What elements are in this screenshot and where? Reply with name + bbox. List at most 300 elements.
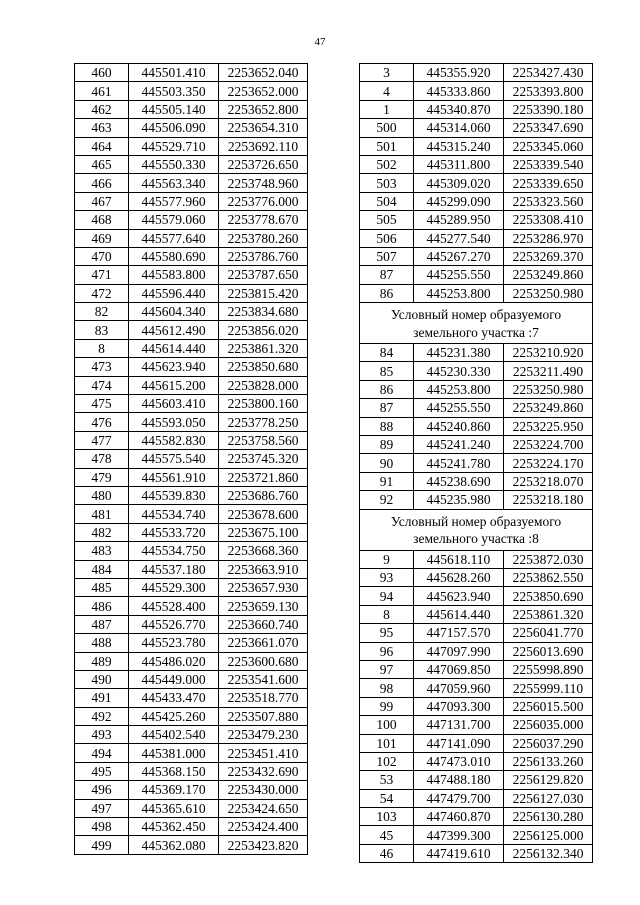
x-coordinate-cell: 445425.260 <box>129 707 219 725</box>
table-row <box>75 229 308 247</box>
point-number-cell: 460 <box>75 64 129 82</box>
y-coordinate-cell: 2253323.560 <box>504 192 593 210</box>
table-row <box>75 726 308 744</box>
point-number-cell: 86 <box>360 380 414 398</box>
y-coordinate-cell: 2256133.260 <box>504 752 593 770</box>
y-coordinate-cell: 2253661.070 <box>219 634 308 652</box>
y-coordinate-cell: 2253776.000 <box>219 192 308 210</box>
table-row <box>360 771 593 789</box>
y-coordinate-cell: 2253815.420 <box>219 284 308 302</box>
y-coordinate-cell: 2256041.770 <box>504 624 593 642</box>
point-number-cell: 485 <box>75 578 129 596</box>
y-coordinate-cell: 2255999.110 <box>504 679 593 697</box>
y-coordinate-cell: 2253479.230 <box>219 726 308 744</box>
table-row <box>75 247 308 265</box>
table-row <box>360 454 593 472</box>
y-coordinate-cell: 2253286.970 <box>504 229 593 247</box>
table-row <box>75 155 308 173</box>
y-coordinate-cell: 2253856.020 <box>219 321 308 339</box>
point-number-cell: 497 <box>75 799 129 817</box>
y-coordinate-cell: 2253211.490 <box>504 362 593 380</box>
x-coordinate-cell: 445534.750 <box>129 542 219 560</box>
y-coordinate-cell: 2253663.910 <box>219 560 308 578</box>
y-coordinate-cell: 2256125.000 <box>504 826 593 844</box>
table-row <box>360 229 593 247</box>
table-row <box>360 472 593 490</box>
point-number-cell: 474 <box>75 376 129 394</box>
table-row <box>75 174 308 192</box>
table-row <box>75 413 308 431</box>
point-number-cell: 477 <box>75 431 129 449</box>
x-coordinate-cell: 445529.300 <box>129 578 219 596</box>
point-number-cell: 461 <box>75 82 129 100</box>
x-coordinate-cell: 445277.540 <box>414 229 504 247</box>
y-coordinate-cell: 2256037.290 <box>504 734 593 752</box>
table-row <box>75 597 308 615</box>
y-coordinate-cell: 2253678.600 <box>219 505 308 523</box>
x-coordinate-cell: 445505.140 <box>129 100 219 118</box>
point-number-cell: 83 <box>75 321 129 339</box>
table-row <box>360 642 593 660</box>
table-row <box>75 486 308 504</box>
point-number-cell: 483 <box>75 542 129 560</box>
point-number-cell: 3 <box>360 64 414 82</box>
y-coordinate-cell: 2253657.930 <box>219 578 308 596</box>
y-coordinate-cell: 2253393.800 <box>504 82 593 100</box>
x-coordinate-cell: 445299.090 <box>414 192 504 210</box>
point-number-cell: 472 <box>75 284 129 302</box>
table-row <box>360 155 593 173</box>
table-row <box>360 808 593 826</box>
y-coordinate-cell: 2253686.760 <box>219 486 308 504</box>
table-row <box>360 266 593 284</box>
table-row <box>75 450 308 468</box>
y-coordinate-cell: 2253423.820 <box>219 836 308 854</box>
point-number-cell: 473 <box>75 358 129 376</box>
point-number-cell: 506 <box>360 229 414 247</box>
point-number-cell: 54 <box>360 789 414 807</box>
y-coordinate-cell: 2253339.650 <box>504 174 593 192</box>
table-row <box>75 707 308 725</box>
point-number-cell: 480 <box>75 486 129 504</box>
table-row <box>75 652 308 670</box>
x-coordinate-cell: 445528.400 <box>129 597 219 615</box>
x-coordinate-cell: 447399.300 <box>414 826 504 844</box>
point-number-cell: 465 <box>75 155 129 173</box>
point-number-cell: 489 <box>75 652 129 670</box>
table-row <box>360 284 593 302</box>
x-coordinate-cell: 445537.180 <box>129 560 219 578</box>
point-number-cell: 46 <box>360 844 414 862</box>
point-number-cell: 501 <box>360 137 414 155</box>
point-number-cell: 8 <box>75 339 129 357</box>
x-coordinate-cell: 445402.540 <box>129 726 219 744</box>
point-number-cell: 479 <box>75 468 129 486</box>
point-number-cell: 87 <box>360 266 414 284</box>
y-coordinate-cell: 2253828.000 <box>219 376 308 394</box>
table-row <box>360 362 593 380</box>
point-number-cell: 500 <box>360 119 414 137</box>
x-coordinate-cell: 447460.870 <box>414 808 504 826</box>
y-coordinate-cell: 2253308.410 <box>504 211 593 229</box>
point-number-cell: 469 <box>75 229 129 247</box>
y-coordinate-cell: 2255998.890 <box>504 660 593 678</box>
table-row <box>75 689 308 707</box>
x-coordinate-cell: 445596.440 <box>129 284 219 302</box>
point-number-cell: 53 <box>360 771 414 789</box>
table-row <box>75 781 308 799</box>
x-coordinate-cell: 445362.080 <box>129 836 219 854</box>
y-coordinate-cell: 2253721.860 <box>219 468 308 486</box>
table-row <box>75 836 308 854</box>
table-row <box>75 468 308 486</box>
point-number-cell: 467 <box>75 192 129 210</box>
x-coordinate-cell: 445340.870 <box>414 100 504 118</box>
section-header-row <box>360 509 593 550</box>
point-number-cell: 92 <box>360 491 414 509</box>
y-coordinate-cell: 2253652.000 <box>219 82 308 100</box>
point-number-cell: 8 <box>360 605 414 623</box>
y-coordinate-cell: 2253850.680 <box>219 358 308 376</box>
point-number-cell: 102 <box>360 752 414 770</box>
table-row <box>360 192 593 210</box>
y-coordinate-cell: 2253345.060 <box>504 137 593 155</box>
point-number-cell: 505 <box>360 211 414 229</box>
table-row <box>75 670 308 688</box>
y-coordinate-cell: 2253778.250 <box>219 413 308 431</box>
table-row <box>75 395 308 413</box>
table-row <box>360 605 593 623</box>
table-row <box>360 587 593 605</box>
section-title: Условный номер образуемого земельного участка :8 <box>360 509 593 550</box>
y-coordinate-cell: 2253861.320 <box>219 339 308 357</box>
point-number-cell: 492 <box>75 707 129 725</box>
table-row <box>75 542 308 560</box>
y-coordinate-cell: 2256130.280 <box>504 808 593 826</box>
point-number-cell: 98 <box>360 679 414 697</box>
x-coordinate-cell: 445362.450 <box>129 818 219 836</box>
page-number: 47 <box>314 36 326 48</box>
x-coordinate-cell: 445533.720 <box>129 523 219 541</box>
y-coordinate-cell: 2253726.650 <box>219 155 308 173</box>
y-coordinate-cell: 2253432.690 <box>219 762 308 780</box>
y-coordinate-cell: 2253224.700 <box>504 436 593 454</box>
x-coordinate-cell: 445315.240 <box>414 137 504 155</box>
y-coordinate-cell: 2253675.100 <box>219 523 308 541</box>
y-coordinate-cell: 2253249.860 <box>504 266 593 284</box>
x-coordinate-cell: 445583.800 <box>129 266 219 284</box>
point-number-cell: 504 <box>360 192 414 210</box>
x-coordinate-cell: 445449.000 <box>129 670 219 688</box>
table-row <box>75 762 308 780</box>
table-row <box>360 119 593 137</box>
y-coordinate-cell: 2253800.160 <box>219 395 308 413</box>
x-coordinate-cell: 445365.610 <box>129 799 219 817</box>
table-row <box>360 624 593 642</box>
y-coordinate-cell: 2253778.670 <box>219 211 308 229</box>
point-number-cell: 490 <box>75 670 129 688</box>
x-coordinate-cell: 445241.240 <box>414 436 504 454</box>
point-number-cell: 82 <box>75 303 129 321</box>
y-coordinate-cell: 2253249.860 <box>504 399 593 417</box>
y-coordinate-cell: 2253652.800 <box>219 100 308 118</box>
table-row <box>360 716 593 734</box>
coordinates-table-left <box>74 63 308 855</box>
x-coordinate-cell: 445529.710 <box>129 137 219 155</box>
x-coordinate-cell: 447473.010 <box>414 752 504 770</box>
y-coordinate-cell: 2253748.960 <box>219 174 308 192</box>
table-row <box>360 436 593 454</box>
y-coordinate-cell: 2256127.030 <box>504 789 593 807</box>
y-coordinate-cell: 2256132.340 <box>504 844 593 862</box>
point-number-cell: 482 <box>75 523 129 541</box>
point-number-cell: 464 <box>75 137 129 155</box>
x-coordinate-cell: 445612.490 <box>129 321 219 339</box>
table-row <box>75 505 308 523</box>
point-number-cell: 97 <box>360 660 414 678</box>
table-row <box>360 789 593 807</box>
y-coordinate-cell: 2253269.370 <box>504 247 593 265</box>
y-coordinate-cell: 2253654.310 <box>219 119 308 137</box>
x-coordinate-cell: 445240.860 <box>414 417 504 435</box>
point-number-cell: 466 <box>75 174 129 192</box>
y-coordinate-cell: 2253347.690 <box>504 119 593 137</box>
y-coordinate-cell: 2253659.130 <box>219 597 308 615</box>
x-coordinate-cell: 445238.690 <box>414 472 504 490</box>
point-number-cell: 89 <box>360 436 414 454</box>
point-number-cell: 96 <box>360 642 414 660</box>
x-coordinate-cell: 445381.000 <box>129 744 219 762</box>
y-coordinate-cell: 2253424.400 <box>219 818 308 836</box>
x-coordinate-cell: 447069.850 <box>414 660 504 678</box>
x-coordinate-cell: 445311.800 <box>414 155 504 173</box>
y-coordinate-cell: 2253390.180 <box>504 100 593 118</box>
x-coordinate-cell: 445253.800 <box>414 380 504 398</box>
point-number-cell: 491 <box>75 689 129 707</box>
point-number-cell: 503 <box>360 174 414 192</box>
y-coordinate-cell: 2253861.320 <box>504 605 593 623</box>
point-number-cell: 100 <box>360 716 414 734</box>
table-row <box>360 697 593 715</box>
x-coordinate-cell: 445526.770 <box>129 615 219 633</box>
x-coordinate-cell: 445253.800 <box>414 284 504 302</box>
x-coordinate-cell: 445230.330 <box>414 362 504 380</box>
point-number-cell: 488 <box>75 634 129 652</box>
point-number-cell: 502 <box>360 155 414 173</box>
point-number-cell: 496 <box>75 781 129 799</box>
x-coordinate-cell: 445561.910 <box>129 468 219 486</box>
x-coordinate-cell: 445523.780 <box>129 634 219 652</box>
point-number-cell: 101 <box>360 734 414 752</box>
y-coordinate-cell: 2256035.000 <box>504 716 593 734</box>
table-row <box>75 211 308 229</box>
y-coordinate-cell: 2253430.000 <box>219 781 308 799</box>
x-coordinate-cell: 445255.550 <box>414 266 504 284</box>
x-coordinate-cell: 445580.690 <box>129 247 219 265</box>
table-row <box>360 174 593 192</box>
point-number-cell: 486 <box>75 597 129 615</box>
y-coordinate-cell: 2256129.820 <box>504 771 593 789</box>
x-coordinate-cell: 447419.610 <box>414 844 504 862</box>
x-coordinate-cell: 445231.380 <box>414 344 504 362</box>
x-coordinate-cell: 445355.920 <box>414 64 504 82</box>
table-row <box>75 634 308 652</box>
table-row <box>75 818 308 836</box>
table-row <box>75 799 308 817</box>
table-row <box>360 137 593 155</box>
table-row <box>360 247 593 265</box>
x-coordinate-cell: 445309.020 <box>414 174 504 192</box>
x-coordinate-cell: 445333.860 <box>414 82 504 100</box>
y-coordinate-cell: 2253787.650 <box>219 266 308 284</box>
x-coordinate-cell: 445615.200 <box>129 376 219 394</box>
coordinates-table-right <box>359 63 593 863</box>
y-coordinate-cell: 2253758.560 <box>219 431 308 449</box>
table-row <box>360 491 593 509</box>
table-row <box>75 523 308 541</box>
point-number-cell: 487 <box>75 615 129 633</box>
x-coordinate-cell: 445582.830 <box>129 431 219 449</box>
x-coordinate-cell: 445235.980 <box>414 491 504 509</box>
y-coordinate-cell: 2253224.170 <box>504 454 593 472</box>
table-row <box>360 844 593 862</box>
x-coordinate-cell: 445550.330 <box>129 155 219 173</box>
x-coordinate-cell: 445593.050 <box>129 413 219 431</box>
table-row <box>360 734 593 752</box>
y-coordinate-cell: 2253780.260 <box>219 229 308 247</box>
table-row <box>360 399 593 417</box>
y-coordinate-cell: 2253507.880 <box>219 707 308 725</box>
table-row <box>75 266 308 284</box>
point-number-cell: 495 <box>75 762 129 780</box>
x-coordinate-cell: 447141.090 <box>414 734 504 752</box>
point-number-cell: 85 <box>360 362 414 380</box>
x-coordinate-cell: 445506.090 <box>129 119 219 137</box>
x-coordinate-cell: 445618.110 <box>414 550 504 568</box>
y-coordinate-cell: 2253862.550 <box>504 568 593 586</box>
point-number-cell: 463 <box>75 119 129 137</box>
point-number-cell: 94 <box>360 587 414 605</box>
x-coordinate-cell: 445628.260 <box>414 568 504 586</box>
table-row <box>360 679 593 697</box>
table-row <box>75 615 308 633</box>
y-coordinate-cell: 2253250.980 <box>504 284 593 302</box>
table-row <box>360 64 593 82</box>
y-coordinate-cell: 2253786.760 <box>219 247 308 265</box>
table-row <box>360 660 593 678</box>
table-row <box>75 137 308 155</box>
y-coordinate-cell: 2253660.740 <box>219 615 308 633</box>
y-coordinate-cell: 2253834.680 <box>219 303 308 321</box>
y-coordinate-cell: 2256013.690 <box>504 642 593 660</box>
table-row <box>360 752 593 770</box>
x-coordinate-cell: 447059.960 <box>414 679 504 697</box>
point-number-cell: 9 <box>360 550 414 568</box>
point-number-cell: 475 <box>75 395 129 413</box>
table-row <box>75 578 308 596</box>
x-coordinate-cell: 445623.940 <box>129 358 219 376</box>
point-number-cell: 87 <box>360 399 414 417</box>
point-number-cell: 1 <box>360 100 414 118</box>
x-coordinate-cell: 445314.060 <box>414 119 504 137</box>
x-coordinate-cell: 445267.270 <box>414 247 504 265</box>
y-coordinate-cell: 2253745.320 <box>219 450 308 468</box>
point-number-cell: 95 <box>360 624 414 642</box>
x-coordinate-cell: 445603.410 <box>129 395 219 413</box>
point-number-cell: 470 <box>75 247 129 265</box>
point-number-cell: 507 <box>360 247 414 265</box>
point-number-cell: 4 <box>360 82 414 100</box>
point-number-cell: 468 <box>75 211 129 229</box>
table-row <box>75 376 308 394</box>
x-coordinate-cell: 445614.440 <box>414 605 504 623</box>
x-coordinate-cell: 447097.990 <box>414 642 504 660</box>
point-number-cell: 499 <box>75 836 129 854</box>
point-number-cell: 88 <box>360 417 414 435</box>
x-coordinate-cell: 445539.830 <box>129 486 219 504</box>
y-coordinate-cell: 2253872.030 <box>504 550 593 568</box>
y-coordinate-cell: 2253850.690 <box>504 587 593 605</box>
point-number-cell: 476 <box>75 413 129 431</box>
point-number-cell: 484 <box>75 560 129 578</box>
y-coordinate-cell: 2253218.070 <box>504 472 593 490</box>
y-coordinate-cell: 2253668.360 <box>219 542 308 560</box>
point-number-cell: 493 <box>75 726 129 744</box>
table-row <box>75 100 308 118</box>
y-coordinate-cell: 2253541.600 <box>219 670 308 688</box>
y-coordinate-cell: 2253427.430 <box>504 64 593 82</box>
point-number-cell: 84 <box>360 344 414 362</box>
y-coordinate-cell: 2253518.770 <box>219 689 308 707</box>
x-coordinate-cell: 445433.470 <box>129 689 219 707</box>
y-coordinate-cell: 2253692.110 <box>219 137 308 155</box>
x-coordinate-cell: 445368.150 <box>129 762 219 780</box>
table-row <box>360 568 593 586</box>
x-coordinate-cell: 445577.640 <box>129 229 219 247</box>
x-coordinate-cell: 447131.700 <box>414 716 504 734</box>
y-coordinate-cell: 2256015.500 <box>504 697 593 715</box>
point-number-cell: 99 <box>360 697 414 715</box>
table-row <box>360 100 593 118</box>
table-row <box>360 82 593 100</box>
x-coordinate-cell: 445255.550 <box>414 399 504 417</box>
y-coordinate-cell: 2253451.410 <box>219 744 308 762</box>
point-number-cell: 471 <box>75 266 129 284</box>
section-title: Условный номер образуемого земельного участка :7 <box>360 303 593 344</box>
x-coordinate-cell: 447479.700 <box>414 789 504 807</box>
table-row <box>75 339 308 357</box>
table-row <box>360 211 593 229</box>
y-coordinate-cell: 2253652.040 <box>219 64 308 82</box>
x-coordinate-cell: 445501.410 <box>129 64 219 82</box>
y-coordinate-cell: 2253250.980 <box>504 380 593 398</box>
point-number-cell: 494 <box>75 744 129 762</box>
point-number-cell: 478 <box>75 450 129 468</box>
table-row <box>75 431 308 449</box>
x-coordinate-cell: 445241.780 <box>414 454 504 472</box>
y-coordinate-cell: 2253225.950 <box>504 417 593 435</box>
x-coordinate-cell: 445369.170 <box>129 781 219 799</box>
section-header-row <box>360 303 593 344</box>
x-coordinate-cell: 447488.180 <box>414 771 504 789</box>
table-row <box>75 192 308 210</box>
y-coordinate-cell: 2253339.540 <box>504 155 593 173</box>
table-row <box>360 380 593 398</box>
x-coordinate-cell: 445577.960 <box>129 192 219 210</box>
point-number-cell: 481 <box>75 505 129 523</box>
x-coordinate-cell: 445486.020 <box>129 652 219 670</box>
table-row <box>75 119 308 137</box>
